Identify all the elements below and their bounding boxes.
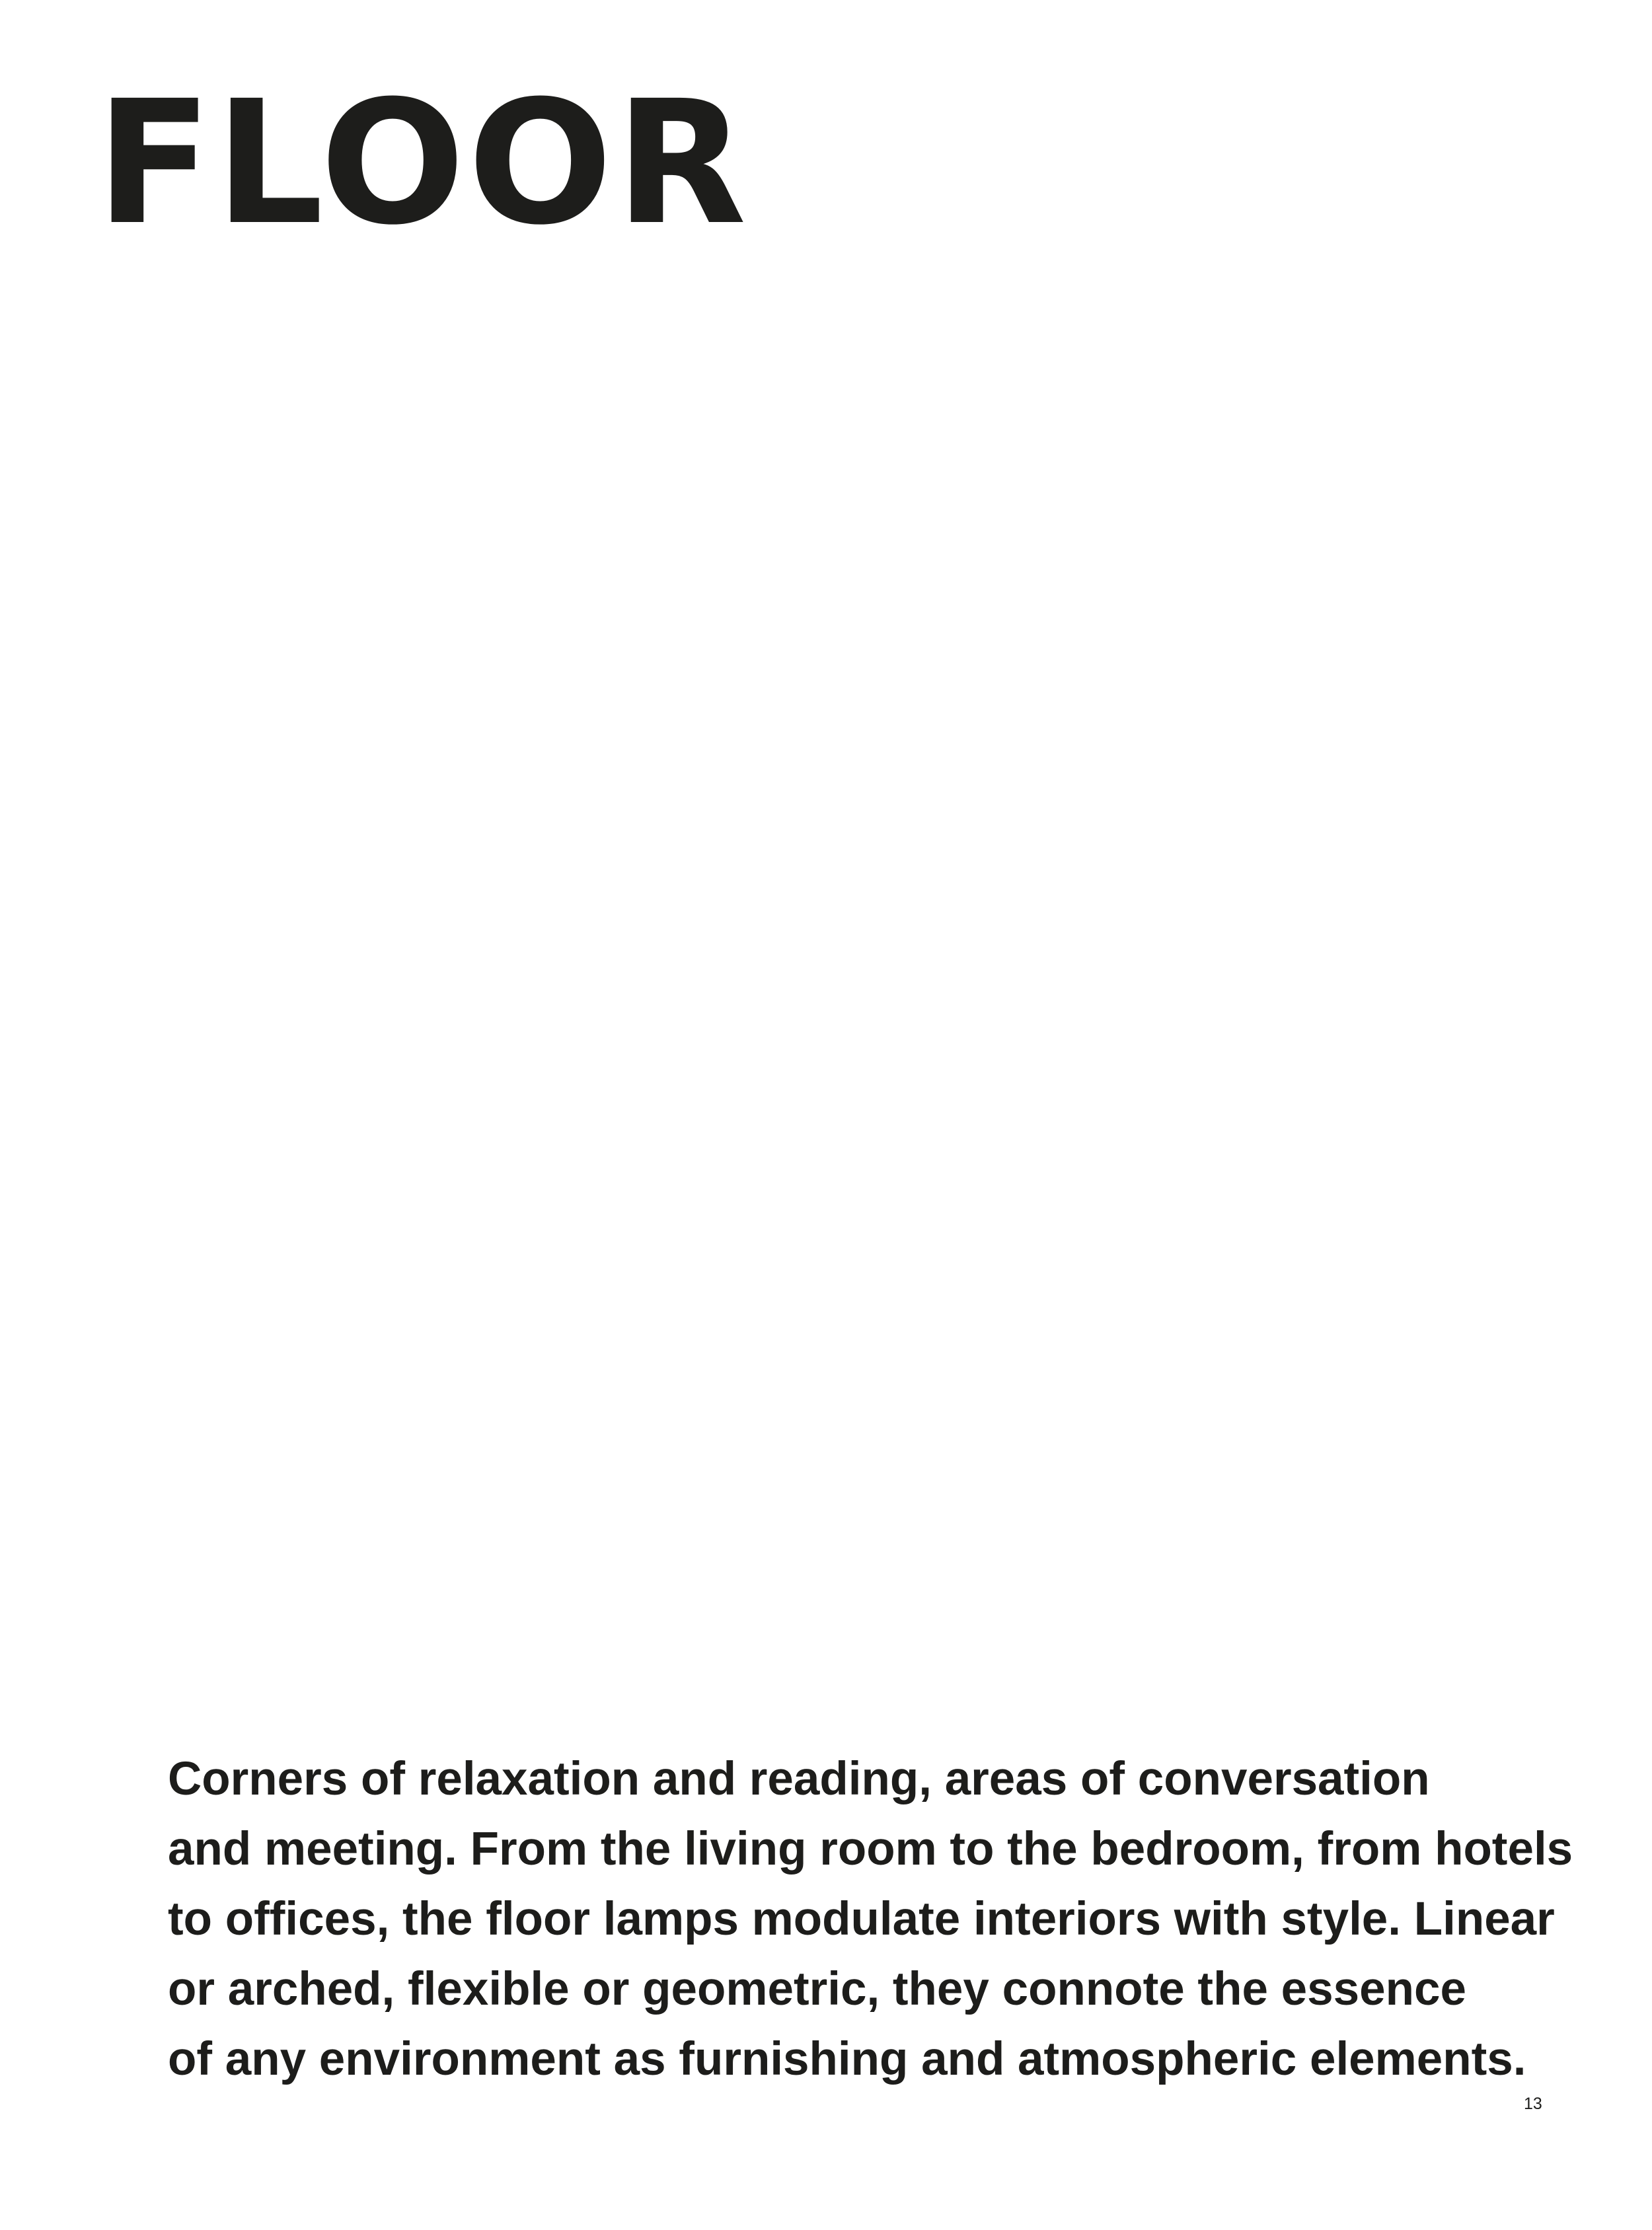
page-number: 13: [1524, 2095, 1542, 2113]
description-line-4: or arched, flexible or geometric, they connote the essence: [168, 1963, 1466, 2015]
page-title: FLOOR: [96, 64, 749, 262]
description-line-3: to offices, the floor lamps modulate interiors with style. Linear: [168, 1893, 1555, 1945]
description-line-2: and meeting. From the living room to the bedroom, from hotels: [168, 1823, 1573, 1875]
description-line-1: Corners of relaxation and reading, areas of conversation: [168, 1753, 1430, 1805]
section-description: [168, 1744, 1573, 2095]
description-line-5: of any environment as furnishing and atmospheric elements.: [168, 2033, 1526, 2085]
